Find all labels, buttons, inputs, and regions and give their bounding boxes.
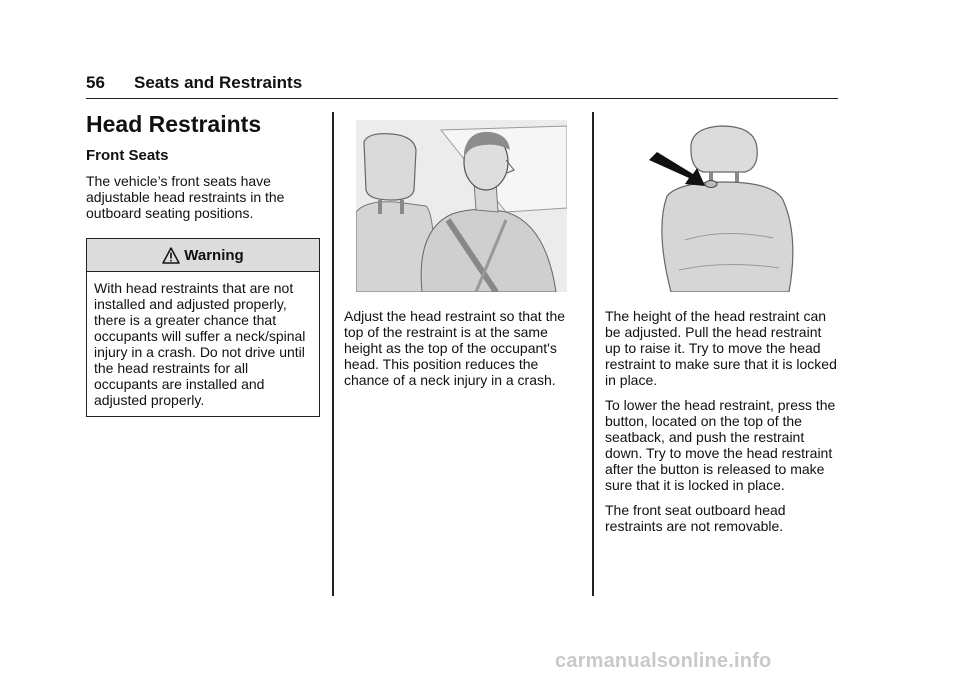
warning-icon	[162, 247, 180, 264]
lower-restraint-paragraph: To lower the head restraint, press the button, located on the top of the seatback, and push the restraint down. Try to move the head restraint after the button is released to make sure that it is locked in place.	[605, 397, 836, 493]
column-1	[86, 110, 318, 417]
column-divider	[592, 112, 594, 596]
page-header	[86, 70, 838, 99]
page-number: 56	[86, 73, 105, 92]
subheading: Front Seats	[86, 147, 169, 164]
warning-text: With head restraints that are not installed and adjusted properly, there is a greater chance that occupants will suffer a neck/spinal injury in a crash. Do not drive until the head restraints for all occupants are installed and adjusted properly.	[94, 280, 306, 408]
not-removable-paragraph: The front seat outboard head restraints are not removable.	[605, 502, 786, 534]
intro-paragraph: The vehicle’s front seats have adjustable head restraints in the outboard seating positions.	[86, 173, 285, 221]
adjust-height-paragraph: The height of the head restraint can be adjusted. Pull the head restraint up to raise it. Try to move the head restraint to make sure that it is locked in place.	[605, 308, 837, 388]
section-title: Seats and Restraints	[134, 73, 303, 92]
warning-box	[86, 238, 320, 417]
watermark: carmanualsonline.info	[555, 650, 772, 672]
seatback-button-illustration	[649, 120, 809, 297]
warning-label: Warning	[184, 246, 244, 264]
occupant-head-restraint-illustration	[356, 120, 567, 297]
page-title: Head Restraints	[86, 111, 262, 137]
column-divider	[332, 112, 334, 596]
adjust-paragraph: Adjust the head restraint so that the top of the restraint is at the same height as the top of the occupant's head. This position reduces the chance of a neck injury in a crash.	[344, 308, 566, 388]
warning-header	[87, 239, 319, 272]
